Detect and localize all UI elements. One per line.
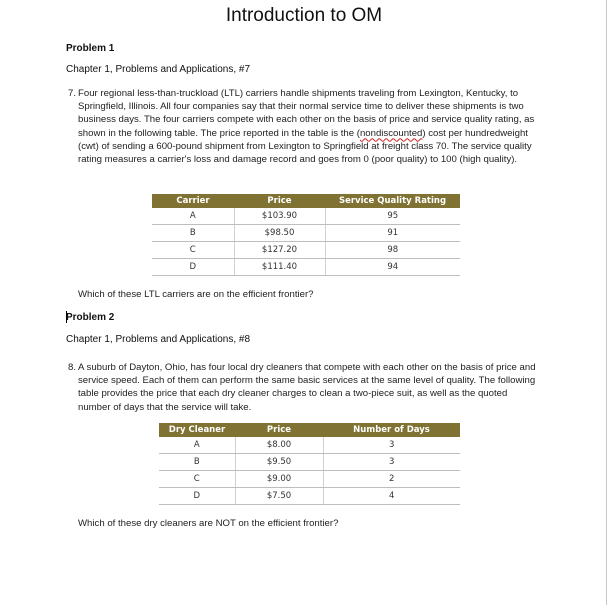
- page-edge: [606, 0, 607, 605]
- problem-1-number: 7.: [68, 88, 77, 99]
- carrier-cell: D: [152, 259, 234, 276]
- cleaner-cell: B: [159, 454, 235, 471]
- spellcheck-misspelled-word[interactable]: nondiscounted: [359, 127, 423, 139]
- dry-cleaner-table: [159, 423, 460, 505]
- carrier-table: [152, 194, 460, 276]
- problem-2-number: 8.: [68, 362, 77, 373]
- table-row: [152, 242, 460, 259]
- table-row: [152, 208, 460, 225]
- problem-1-question: Which of these LTL carriers are on the efficient frontier?: [78, 289, 314, 300]
- rating-cell: 95: [325, 208, 460, 225]
- carrier-cell: C: [152, 242, 234, 259]
- problem-2-source: Chapter 1, Problems and Applications, #8: [66, 334, 250, 345]
- column-header: Number of Days: [323, 423, 460, 437]
- days-cell: 3: [323, 454, 460, 471]
- problem-2-body: A suburb of Dayton, Ohio, has four local dry cleaners that compete with each other on the basis of price and service speed. Each of them can perform the same basic services at the same level of quality. The following table provides the price that each dry cleaner charges to clean a two-piece suit, as well as the quoted number of days that the service will take.: [78, 362, 536, 413]
- problem-1-heading: Problem 1: [66, 43, 115, 54]
- column-header: Dry Cleaner: [159, 423, 235, 437]
- carrier-cell: B: [152, 225, 234, 242]
- days-cell: 4: [323, 488, 460, 505]
- cleaner-cell: D: [159, 488, 235, 505]
- table-row: [159, 437, 460, 454]
- price-cell: $127.20: [234, 242, 325, 259]
- column-header: Price: [235, 423, 323, 437]
- table-header-row: [152, 194, 460, 208]
- table-row: [159, 488, 460, 505]
- cleaner-cell: A: [159, 437, 235, 454]
- rating-cell: 91: [325, 225, 460, 242]
- document-title: Introduction to OM: [225, 5, 383, 26]
- price-cell: $7.50: [235, 488, 323, 505]
- table-row: [159, 454, 460, 471]
- price-cell: $8.00: [235, 437, 323, 454]
- cleaner-cell: C: [159, 471, 235, 488]
- carrier-cell: A: [152, 208, 234, 225]
- problem-2-text: [68, 361, 538, 414]
- problem-2-question: Which of these dry cleaners are NOT on the efficient frontier?: [78, 518, 339, 529]
- table-row: [159, 471, 460, 488]
- days-cell: 3: [323, 437, 460, 454]
- problem-1-body: Four regional less-than-truckload (LTL) carriers handle shipments traveling from Lexington, Kentucky, to Springfield, Illinois. All four companies say that their normal service time to deliver these shipments is two business days. The four carriers compete with each other on the basis of price and service quality rating, as shown in the following table. The price reported in the table is the (nondiscounted) cost per hundredweight (cwt) of sending a 600-pound shipment from Lexington to Springfield at freight class 70. The service quality rating measures a carrier's loss and damage record and goes from 0 (poor quality) to 100 (high quality).: [78, 88, 535, 166]
- column-header: Price: [234, 194, 325, 208]
- column-header: Carrier: [152, 194, 234, 208]
- table-row: [152, 259, 460, 276]
- problem-1-source: Chapter 1, Problems and Applications, #7: [66, 64, 250, 75]
- column-header: Service Quality Rating: [325, 194, 460, 208]
- problem-1-text: [68, 87, 538, 166]
- problem-2-heading: Problem 2: [66, 312, 115, 323]
- price-cell: $111.40: [234, 259, 325, 276]
- table-row: [152, 225, 460, 242]
- price-cell: $98.50: [234, 225, 325, 242]
- rating-cell: 94: [325, 259, 460, 276]
- table-header-row: [159, 423, 460, 437]
- days-cell: 2: [323, 471, 460, 488]
- price-cell: $103.90: [234, 208, 325, 225]
- price-cell: $9.00: [235, 471, 323, 488]
- price-cell: $9.50: [235, 454, 323, 471]
- rating-cell: 98: [325, 242, 460, 259]
